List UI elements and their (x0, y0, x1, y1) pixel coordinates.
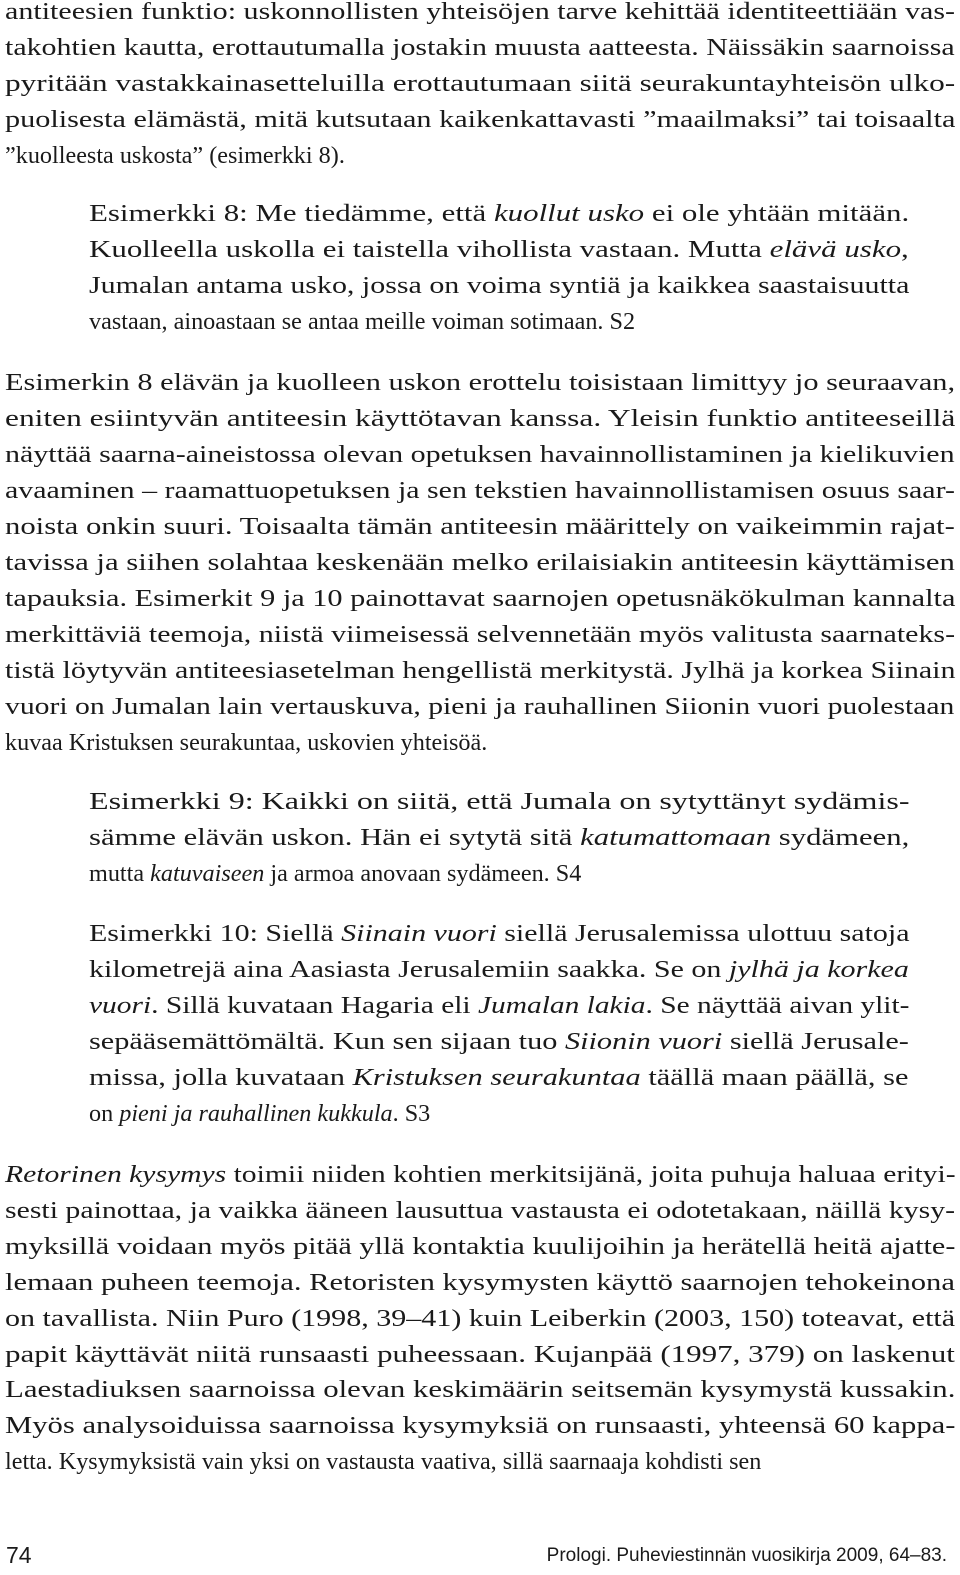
text-run: siellä Jerusale- (722, 1028, 909, 1055)
text-run: on (89, 1100, 120, 1127)
paragraph-line: tistä löytyvän antiteesiasetelman hengellistä merkitystä. Jylhä ja korkea Siinain (5, 657, 956, 684)
example-10-line (89, 1063, 908, 1093)
italic-term: Siionin vuori (564, 1028, 723, 1055)
paragraph-line: kuvaa Kristuksen seurakuntaa, uskovien yhteisöä. (5, 729, 488, 756)
paragraph-line (5, 1411, 955, 1441)
text-run: missa, jolla kuvataan (89, 1064, 353, 1091)
paragraph-line (5, 1340, 955, 1370)
text-run: on tavallista. Niin Puro (1998, 39–41) kuin Leiberkin (2003, 150) toteavat, että (5, 1304, 956, 1332)
text-run: Esimerkki 10: Siellä (89, 920, 342, 947)
running-footer: Prologi. Puheviestinnän vuosikirja 2009, 64–83. (546, 1545, 947, 1566)
italic-term: Retorinen kysymys (5, 1161, 227, 1188)
italic-term: pieni ja rauhallinen kukkula (119, 1100, 393, 1127)
paragraph-line: noista onkin suuri. Toisaalta tämän antiteesin määrittely on vaikeimmin rajat- (5, 513, 955, 540)
text-run: Laestadiuksen saarnoissa olevan keskimäärin seitsemän kysymystä kussakin. (5, 1376, 956, 1404)
text-run: , (901, 236, 909, 263)
example-8-line (89, 199, 909, 229)
italic-term: jylhä ja korkea (728, 956, 909, 983)
text-run: sesti painottaa, ja vaikka ääneen lausuttua vastausta ei odotetakaan, näillä kysy- (5, 1196, 956, 1224)
text-run: Esimerkki 8: Me tiedämme, että (89, 200, 494, 227)
italic-term: Jumalan lakia (477, 992, 646, 1019)
paragraph-line: avaaminen – raamattuopetuksen ja sen tekstien havainnollistamisen osuus saar- (5, 477, 955, 504)
text-run: siellä Jerusalemissa ulottuu satoja (496, 920, 910, 947)
paragraph-line: vuori on Jumalan lain vertauskuva, pieni ja rauhallinen Siionin vuori puolestaan (5, 693, 955, 720)
paragraph-line: ”kuolleesta uskosta” (esimerkki 8). (5, 142, 345, 169)
paragraph-line: pyritään vastakkainasetteluilla erottautumaan siitä seurakuntayhteisön ulko- (5, 70, 956, 97)
text-run: . Se näyttää aivan ylit- (645, 992, 910, 1019)
example-9-line (89, 823, 909, 853)
example-8-line (89, 307, 635, 337)
italic-term: elävä usko (769, 236, 902, 263)
text-run: . S3 (392, 1100, 431, 1127)
paragraph-line: puolisesta elämästä, mitä kutsutaan kaikenkattavasti ”maailmaksi” tai toisaalta (5, 106, 956, 133)
paragraph-line: eniten esiintyvän antiteesin käyttötavan kanssa. Yleisin funktio antiteeseillä (5, 405, 956, 432)
italic-term: katumattomaan (580, 824, 772, 851)
italic-term: katuvaiseen (150, 860, 265, 887)
example-8-line (89, 235, 909, 265)
paragraph-line: tapauksia. Esimerkit 9 ja 10 painottavat saarnojen opetusnäkökulman kannalta (5, 585, 956, 612)
paragraph-line (5, 1232, 955, 1262)
text-run: sepääsemättömältä. Kun sen sijaan tuo (89, 1028, 565, 1055)
example-10-line (89, 991, 909, 1021)
text-run: kilometrejä aina Aasiasta Jerusalemiin saakka. Se on (89, 956, 729, 983)
paragraph-line (5, 1375, 955, 1405)
text-run: papit käyttävät niitä runsaasti puheessaan. Kujanpää (1997, 379) on laskenut (5, 1340, 955, 1368)
paragraph-line: Esimerkin 8 elävän ja kuolleen uskon erottelu toisistaan limittyy jo seuraavan, (5, 369, 956, 396)
paragraph-line (5, 1268, 955, 1298)
example-9-line (89, 787, 910, 817)
text-run: täällä maan päällä, se (640, 1064, 909, 1091)
example-10-line (89, 955, 909, 985)
paragraph-line (5, 1196, 955, 1226)
paragraph-line: tavissa ja siihen solahtaa keskenään melko erilaisiakin antiteesin käyttämisen (5, 549, 955, 576)
paragraph-line: antiteesien funktio: uskonnollisten yhteisöjen tarve kehittää identiteettiään vas- (5, 0, 956, 25)
text-run: lemaan puheen teemoja. Retoristen kysymysten käyttö saarnojen tehokeinona (5, 1268, 955, 1296)
text-run: . Sillä kuvataan Hagaria eli (151, 992, 478, 1019)
example-10-line (89, 1099, 430, 1129)
page-number: 74 (6, 1542, 32, 1568)
italic-term: Kristuksen seurakuntaa (352, 1064, 641, 1091)
text-run: sydämeen, (771, 824, 910, 851)
text-run: letta. Kysymyksistä vain yksi on vastausta vaativa, sillä saarnaaja kohdisti sen (5, 1448, 762, 1476)
example-10-line (89, 919, 910, 949)
italic-term: kuollut usko (493, 200, 645, 227)
text-run: myksillä voidaan myös pitää yllä kontaktia kuulijoihin ja herätellä heitä ajatte- (5, 1232, 956, 1260)
paragraph-line: merkittäviä teemoja, niistä viimeisessä selvennetään myös valitusta saarnateks- (5, 621, 956, 648)
text-run: sämme elävän uskon. Hän ei sytytä sitä (89, 824, 581, 851)
text-run: ei ole yhtään mitään. (644, 200, 910, 227)
paragraph-line: näyttää saarna-aineistossa olevan opetuksen havainnollistaminen ja kielikuvien (5, 441, 955, 468)
text-run: mutta (89, 860, 151, 887)
paragraph-line (5, 1447, 761, 1477)
italic-term: Siinain vuori (341, 920, 497, 947)
text-run: toimii niiden kohtien merkitsijänä, joita puhuja haluaa erityi- (226, 1161, 956, 1188)
text-run: Myös analysoiduissa saarnoissa kysymyksiä on runsaasti, yhteensä 60 kappa- (5, 1412, 956, 1440)
text-run: vastaan, ainoastaan se antaa meille voiman sotimaan. S2 (89, 308, 636, 335)
text-run: Kuolleella uskolla ei taistella vihollista vastaan. Mutta (89, 236, 770, 263)
text-run: ja armoa anovaan sydämeen. S4 (264, 860, 582, 887)
example-8-line (89, 271, 909, 301)
italic-term: vuori (89, 992, 152, 1019)
paragraph-line: takohtien kautta, erottautumalla jostakin muusta aatteesta. Näissäkin saarnoissa (5, 34, 955, 61)
paragraph-line (5, 1304, 955, 1334)
text-run: Esimerkki 9: Kaikki on siitä, että Jumala on sytyttänyt sydämis- (89, 788, 910, 815)
example-10-line (89, 1027, 909, 1057)
example-9-line (89, 859, 581, 889)
text-run: Jumalan antama usko, jossa on voima syntiä ja kaikkea saastaisuutta (89, 272, 910, 299)
paragraph-line (5, 1160, 956, 1190)
